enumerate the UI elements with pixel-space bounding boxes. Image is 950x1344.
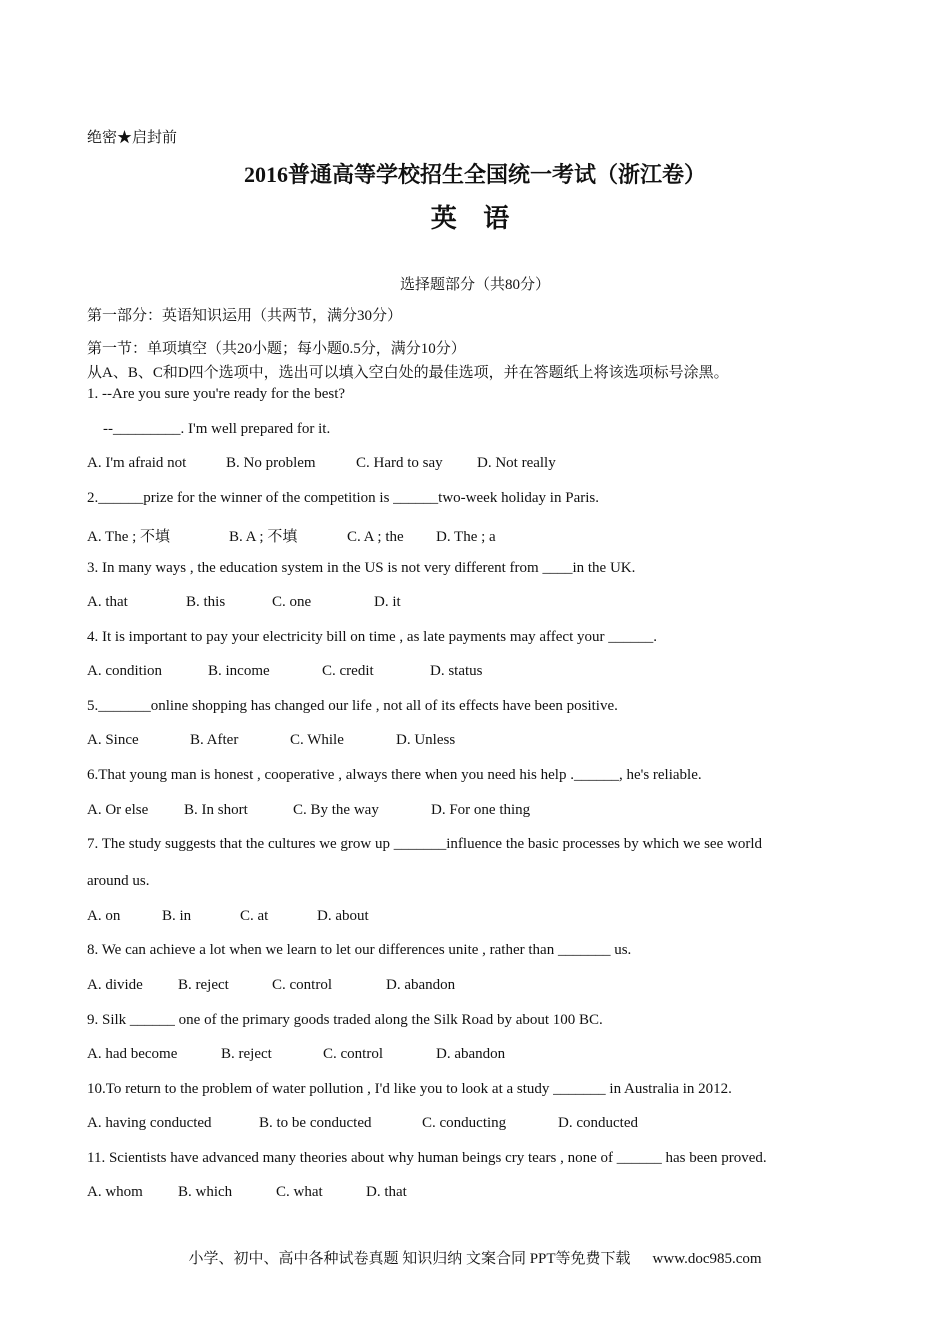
option-d: D. For one thing xyxy=(431,802,531,818)
option-d: D. it xyxy=(374,594,401,610)
subject-title: 英 语 xyxy=(430,204,520,233)
question-stem: 1. --Are you sure you're ready for the best? xyxy=(87,386,346,402)
option-d: D. about xyxy=(317,908,369,924)
option-b: B. reject xyxy=(178,977,229,993)
option-b: B. reject xyxy=(221,1046,272,1062)
question-options xyxy=(87,1115,638,1132)
option-b: B. No problem xyxy=(226,455,316,471)
option-a: A. divide xyxy=(87,977,143,993)
option-c: C. one xyxy=(272,594,312,610)
option-c: C. Hard to say xyxy=(356,455,443,471)
question-options xyxy=(87,663,483,680)
option-a: A. whom xyxy=(87,1184,143,1200)
option-a: A. I'm afraid not xyxy=(87,455,187,471)
question-stem-line2: --_________. I'm well prepared for it. xyxy=(103,421,331,437)
option-a: A. having conducted xyxy=(87,1115,212,1131)
option-d: D. status xyxy=(430,663,483,679)
exam-title: 2016普通高等学校招生全国统一考试（浙江卷） xyxy=(243,162,706,187)
question-stem: 4. It is important to pay your electricity bill on time , as late payments may affect your ______. xyxy=(87,629,657,645)
question-stem: 8. We can achieve a lot when we learn to let our differences unite , rather than _______ us. xyxy=(87,942,632,958)
question-stem: 5._______online shopping has changed our life , not all of its effects have been positive. xyxy=(87,698,618,714)
option-b: B. to be conducted xyxy=(259,1115,372,1131)
option-d: D. abandon xyxy=(436,1046,506,1062)
option-b: B. After xyxy=(190,732,239,748)
question-options xyxy=(87,594,401,611)
question-stem: 11. Scientists have advanced many theories about why human beings cry tears , none of ______ has been proved. xyxy=(87,1150,767,1166)
question-stem: 9. Silk ______ one of the primary goods traded along the Silk Road by about 100 BC. xyxy=(87,1012,603,1028)
option-a: A. The ; 不填 xyxy=(87,529,171,545)
question-options xyxy=(87,802,530,819)
option-b: B. In short xyxy=(184,802,248,818)
question-stem: 3. In many ways , the education system in the US is not very different from ____in the UK. xyxy=(87,560,636,576)
part-heading: 第一部分：英语知识运用（共两节，满分30分） xyxy=(87,308,403,324)
option-d: D. Unless xyxy=(396,732,456,748)
option-d: D. that xyxy=(366,1184,407,1200)
question-stem: 6.That young man is honest , cooperative , always there when you need his help .______, he's reliable. xyxy=(87,767,702,783)
question-options xyxy=(87,732,455,749)
option-a: A. on xyxy=(87,908,121,924)
secret-label: 绝密★启封前 xyxy=(87,130,178,146)
question-options xyxy=(87,1184,407,1201)
question-stem: 2.______prize for the winner of the competition is ______two-week holiday in Paris. xyxy=(87,490,599,506)
option-b: B. in xyxy=(162,908,192,924)
option-a: A. condition xyxy=(87,663,162,679)
option-a: A. that xyxy=(87,594,128,610)
option-c: C. credit xyxy=(322,663,374,679)
option-d: D. Not really xyxy=(477,455,556,471)
footer-url[interactable]: www.doc985.com xyxy=(652,1251,762,1267)
option-c: C. control xyxy=(272,977,332,993)
option-a: A. Or else xyxy=(87,802,149,818)
option-d: D. The ; a xyxy=(436,529,496,545)
option-b: B. this xyxy=(186,594,226,610)
footer xyxy=(0,1247,950,1268)
option-b: B. A ; 不填 xyxy=(229,529,298,545)
option-c: C. at xyxy=(240,908,269,924)
question-options xyxy=(87,1046,505,1063)
footer-text: 小学、初中、高中各种试卷真题 知识归纳 文案合同 PPT等免费下载 xyxy=(188,1251,631,1267)
option-d: D. abandon xyxy=(386,977,456,993)
question-stem-line2: around us. xyxy=(87,873,150,889)
subsection-heading: 第一节：单项填空（共20小题；每小题0.5分，满分10分） xyxy=(87,341,466,357)
question-options xyxy=(87,455,556,472)
section-title: 选择题部分（共80分） xyxy=(399,277,550,293)
option-c: C. control xyxy=(323,1046,383,1062)
question-options xyxy=(87,908,369,925)
option-c: C. A ; the xyxy=(347,529,404,545)
question-options xyxy=(87,525,496,546)
option-c: C. what xyxy=(276,1184,323,1200)
question-options xyxy=(87,977,455,994)
option-a: A. Since xyxy=(87,732,139,748)
option-a: A. had become xyxy=(87,1046,178,1062)
question-stem: 7. The study suggests that the cultures we grow up _______influence the basic processes by which we see world xyxy=(87,836,762,852)
option-b: B. income xyxy=(208,663,270,679)
option-b: B. which xyxy=(178,1184,233,1200)
instruction: 从A、B、C和D四个选项中，选出可以填入空白处的最佳选项，并在答题纸上将该选项标号涂黑。 xyxy=(87,365,729,381)
option-c: C. By the way xyxy=(293,802,379,818)
option-c: C. conducting xyxy=(422,1115,507,1131)
question-stem: 10.To return to the problem of water pollution , I'd like you to look at a study _______ in Australia in 2012. xyxy=(87,1081,732,1097)
option-d: D. conducted xyxy=(558,1115,638,1131)
option-c: C. While xyxy=(290,732,344,748)
